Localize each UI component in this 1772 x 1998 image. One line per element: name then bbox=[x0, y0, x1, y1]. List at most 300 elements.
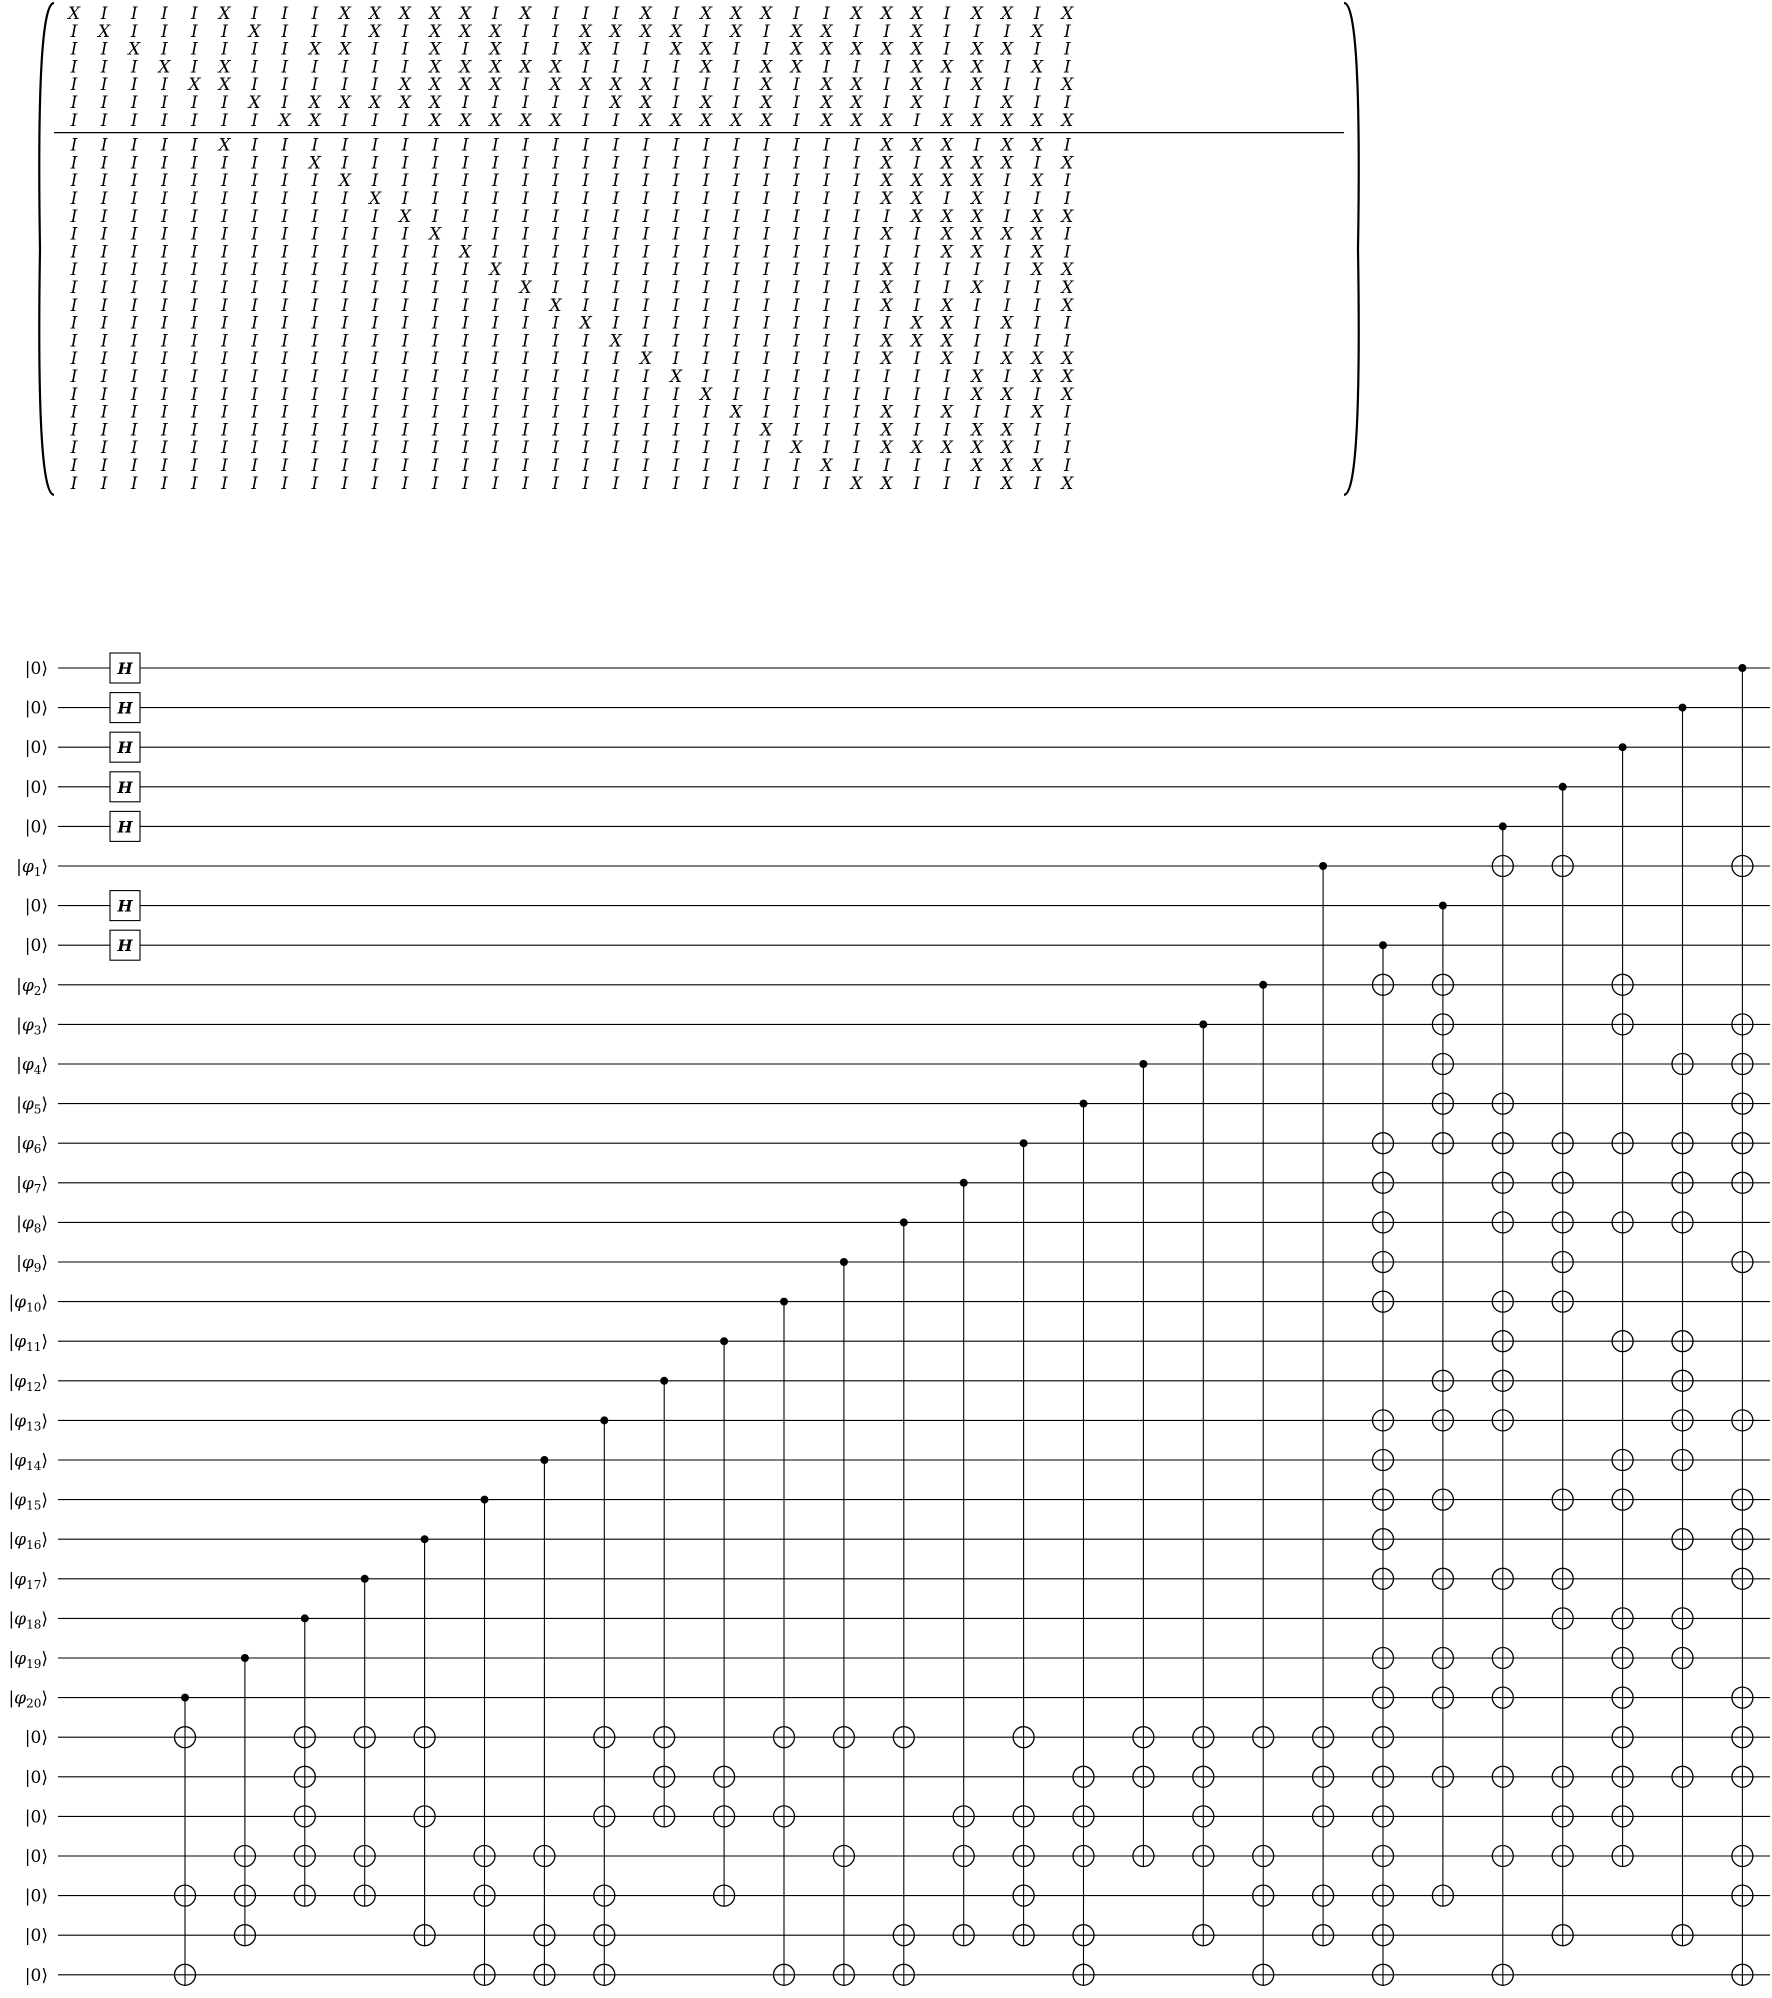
matrix-cell: X bbox=[880, 278, 893, 298]
matrix-cell: I bbox=[371, 110, 379, 131]
matrix-cell: I bbox=[612, 206, 620, 227]
matrix-cell: I bbox=[702, 473, 710, 494]
matrix-cell: I bbox=[612, 135, 620, 156]
matrix-cell: I bbox=[552, 313, 559, 334]
matrix-cell: I bbox=[853, 313, 860, 334]
cnot-control-dot bbox=[1679, 704, 1687, 712]
cnot-target bbox=[893, 1727, 914, 1748]
cnot-target bbox=[1133, 1846, 1154, 1867]
matrix-cell: I bbox=[612, 438, 620, 459]
matrix-cell: I bbox=[371, 206, 379, 227]
matrix-cell: I bbox=[823, 4, 830, 24]
cnot-control-dot bbox=[241, 1654, 249, 1662]
matrix-cell: I bbox=[221, 384, 228, 405]
matrix-cell: I bbox=[1063, 224, 1071, 245]
wire-ket-label: $|\varphi_{15}⟩$ bbox=[8, 1490, 48, 1513]
matrix-cell: X bbox=[910, 135, 923, 156]
matrix-cell: X bbox=[940, 171, 953, 192]
matrix-cell: I bbox=[582, 349, 590, 370]
cnot-target bbox=[294, 1885, 315, 1906]
cnot-target bbox=[1492, 856, 1513, 877]
matrix-cell: I bbox=[251, 349, 258, 370]
cnot-target bbox=[294, 1846, 315, 1867]
matrix-cell: I bbox=[552, 420, 559, 441]
matrix-cell: I bbox=[160, 21, 168, 42]
matrix-cell: I bbox=[371, 313, 379, 334]
matrix-cell: X bbox=[368, 21, 382, 42]
cnot-target bbox=[1133, 1727, 1154, 1748]
matrix-cell: I bbox=[913, 153, 921, 174]
cnot-target bbox=[1432, 1370, 1453, 1391]
matrix-cell: X bbox=[1061, 260, 1074, 281]
matrix-cell: I bbox=[793, 456, 800, 476]
matrix-cell: I bbox=[642, 278, 650, 298]
cnot-target bbox=[1492, 1212, 1513, 1233]
matrix-cell: X bbox=[1001, 384, 1014, 405]
matrix-cell: X bbox=[519, 57, 532, 78]
matrix-cell: I bbox=[311, 4, 319, 24]
cnot-target bbox=[534, 1964, 555, 1985]
matrix-cell: I bbox=[191, 206, 198, 227]
matrix-cell: I bbox=[341, 206, 349, 227]
cnot-target bbox=[1732, 1727, 1753, 1748]
matrix-cell: X bbox=[970, 438, 984, 459]
matrix-cell: I bbox=[191, 57, 198, 78]
matrix-cell: I bbox=[823, 224, 830, 245]
matrix-cell: I bbox=[762, 171, 770, 192]
matrix-cell: I bbox=[943, 420, 951, 441]
cnot-target bbox=[1013, 1846, 1034, 1867]
matrix-cell: I bbox=[221, 242, 228, 263]
wire-ket-label: $|\varphi_9⟩$ bbox=[16, 1253, 48, 1275]
matrix-cell: X bbox=[730, 110, 743, 131]
cnot-control-dot bbox=[1439, 902, 1447, 910]
matrix-cell: I bbox=[341, 224, 349, 245]
cnot-target bbox=[1373, 1806, 1394, 1827]
matrix-cell: I bbox=[461, 438, 469, 459]
matrix-cell: I bbox=[70, 189, 78, 209]
matrix-cell: I bbox=[492, 420, 499, 441]
matrix-cell: I bbox=[461, 473, 469, 494]
cnot-target bbox=[1373, 1529, 1394, 1550]
matrix-cell: I bbox=[160, 420, 168, 441]
matrix-cell: I bbox=[1063, 402, 1071, 423]
matrix-cell: I bbox=[672, 224, 680, 245]
matrix-cell: I bbox=[672, 402, 680, 423]
matrix-cell: I bbox=[160, 189, 168, 209]
cnot-target bbox=[1612, 1608, 1633, 1629]
matrix-cell: I bbox=[732, 473, 740, 494]
matrix-cell: X bbox=[970, 384, 984, 405]
matrix-cell: X bbox=[970, 456, 984, 476]
matrix-cell: I bbox=[522, 295, 529, 316]
matrix-cell: X bbox=[880, 295, 893, 316]
matrix-cell: I bbox=[431, 313, 439, 334]
matrix-cell: X bbox=[820, 456, 833, 476]
cnot-control-dot bbox=[1619, 743, 1627, 751]
matrix-cell: X bbox=[1031, 135, 1044, 156]
matrix-cell: X bbox=[790, 21, 803, 42]
matrix-cell: I bbox=[251, 456, 258, 476]
matrix-cell: I bbox=[823, 473, 830, 494]
matrix-cell: I bbox=[582, 153, 590, 174]
matrix-cell: I bbox=[793, 224, 800, 245]
matrix-cell: I bbox=[311, 295, 319, 316]
matrix-cell: I bbox=[973, 93, 981, 113]
matrix-cell: X bbox=[820, 75, 833, 96]
matrix-cell: I bbox=[732, 93, 740, 113]
matrix-cell: I bbox=[853, 153, 860, 174]
matrix-cell: X bbox=[1031, 171, 1044, 192]
cnot-target bbox=[234, 1846, 255, 1867]
matrix-cell: I bbox=[431, 295, 439, 316]
matrix-cell: I bbox=[612, 456, 620, 476]
matrix-cell: I bbox=[793, 4, 800, 24]
matrix-cell: I bbox=[100, 331, 108, 352]
matrix-cell: I bbox=[100, 456, 108, 476]
cnot-target bbox=[1552, 1806, 1573, 1827]
matrix-cell: I bbox=[70, 110, 78, 131]
matrix-cell: X bbox=[218, 4, 231, 24]
matrix-cell: I bbox=[130, 456, 138, 476]
matrix-cell: X bbox=[669, 21, 683, 42]
matrix-cell: I bbox=[762, 295, 770, 316]
matrix-cell: I bbox=[70, 135, 78, 156]
matrix-cell: I bbox=[943, 278, 951, 298]
matrix-cell: I bbox=[853, 331, 860, 352]
matrix-cell: I bbox=[341, 367, 349, 387]
matrix-cell: I bbox=[371, 295, 379, 316]
cnot-target bbox=[1552, 1766, 1573, 1787]
matrix-cell: I bbox=[160, 206, 168, 227]
matrix-cell: I bbox=[672, 189, 680, 209]
matrix-cell: I bbox=[883, 75, 891, 96]
matrix-cell: I bbox=[1033, 384, 1041, 405]
matrix-cell: I bbox=[522, 153, 529, 174]
matrix-cell: I bbox=[793, 295, 800, 316]
matrix-cell: I bbox=[1063, 331, 1071, 352]
cnot-target bbox=[1552, 1925, 1573, 1946]
cnot-target bbox=[1073, 1925, 1094, 1946]
matrix-cell: I bbox=[371, 153, 379, 174]
cnot-target bbox=[1373, 1252, 1394, 1273]
matrix-cell: I bbox=[281, 456, 289, 476]
matrix-cell: I bbox=[221, 438, 228, 459]
cnot-target bbox=[1373, 1885, 1394, 1906]
cnot-target bbox=[1732, 1014, 1753, 1035]
matrix-cell: I bbox=[702, 21, 710, 42]
matrix-cell: I bbox=[100, 189, 108, 209]
matrix-cell: I bbox=[191, 367, 198, 387]
matrix-cell: I bbox=[251, 171, 258, 192]
matrix-cell: I bbox=[100, 278, 108, 298]
matrix-cell: I bbox=[793, 171, 800, 192]
matrix-cell: I bbox=[1033, 420, 1041, 441]
matrix-cell: I bbox=[221, 224, 228, 245]
matrix-cell: I bbox=[160, 384, 168, 405]
matrix-cell: I bbox=[883, 313, 891, 334]
matrix-cell: X bbox=[940, 349, 953, 370]
matrix-cell: I bbox=[1033, 473, 1041, 494]
matrix-cell: I bbox=[1063, 189, 1071, 209]
matrix-cell: I bbox=[311, 367, 319, 387]
matrix-cell: I bbox=[793, 242, 800, 263]
matrix-cell: I bbox=[642, 473, 650, 494]
cnot-target bbox=[1552, 1846, 1573, 1867]
matrix-cell: I bbox=[582, 384, 590, 405]
matrix-cell: I bbox=[762, 224, 770, 245]
matrix-cell: I bbox=[371, 456, 379, 476]
matrix-cell: I bbox=[762, 438, 770, 459]
matrix-cell: I bbox=[70, 224, 78, 245]
matrix-cell: I bbox=[401, 402, 409, 423]
matrix-cell: I bbox=[130, 21, 138, 42]
matrix-cell: I bbox=[492, 206, 499, 227]
matrix-cell: I bbox=[973, 331, 981, 352]
matrix-cell: I bbox=[431, 278, 439, 298]
matrix-cell: X bbox=[639, 349, 652, 370]
cnot-target bbox=[1432, 1568, 1453, 1589]
matrix-cell: I bbox=[221, 21, 228, 42]
matrix-cell: X bbox=[850, 93, 863, 113]
cnot-target bbox=[1073, 1766, 1094, 1787]
matrix-cell: I bbox=[672, 75, 680, 96]
matrix-cell: X bbox=[1061, 75, 1074, 96]
matrix-cell: I bbox=[160, 39, 168, 60]
stabilizer-matrix bbox=[39, 3, 1358, 495]
matrix-cell: I bbox=[401, 135, 409, 156]
cnot-target bbox=[1373, 1410, 1394, 1431]
matrix-cell: X bbox=[609, 93, 622, 113]
matrix-cell: I bbox=[70, 473, 78, 494]
cnot-control-dot bbox=[1080, 1100, 1088, 1108]
matrix-cell: X bbox=[850, 110, 863, 131]
matrix-cell: X bbox=[1031, 402, 1044, 423]
matrix-cell: I bbox=[130, 384, 138, 405]
matrix-cell: X bbox=[218, 135, 231, 156]
matrix-cell: I bbox=[552, 367, 559, 387]
wire-ket-label: |0⟩ bbox=[24, 1886, 48, 1907]
matrix-cell: I bbox=[461, 189, 469, 209]
cnot-control-dot bbox=[1738, 664, 1746, 672]
matrix-cell: I bbox=[552, 402, 559, 423]
matrix-cell: I bbox=[70, 153, 78, 174]
hadamard-gate-label: H bbox=[117, 777, 133, 797]
cnot-target bbox=[1612, 1133, 1633, 1154]
matrix-cell: I bbox=[913, 242, 921, 263]
matrix-cell: X bbox=[970, 171, 984, 192]
matrix-cell: I bbox=[431, 473, 439, 494]
matrix-cell: I bbox=[552, 224, 559, 245]
matrix-cell: I bbox=[642, 224, 650, 245]
matrix-cell: I bbox=[251, 384, 258, 405]
cnot-target bbox=[714, 1885, 735, 1906]
matrix-cell: I bbox=[732, 135, 740, 156]
cnot-target bbox=[833, 1964, 854, 1985]
matrix-cell: X bbox=[459, 21, 472, 42]
matrix-cell: I bbox=[311, 224, 319, 245]
matrix-cell: I bbox=[401, 349, 409, 370]
matrix-cell: I bbox=[1063, 242, 1071, 263]
matrix-cell: I bbox=[281, 153, 289, 174]
matrix-cell: I bbox=[251, 420, 258, 441]
matrix-cell: I bbox=[160, 402, 168, 423]
matrix-cell: X bbox=[820, 110, 833, 131]
matrix-cell: I bbox=[853, 206, 860, 227]
matrix-cell: I bbox=[311, 438, 319, 459]
matrix-cell: X bbox=[820, 21, 833, 42]
matrix-cell: I bbox=[1003, 75, 1011, 96]
matrix-cell: I bbox=[492, 93, 499, 113]
matrix-cell: I bbox=[431, 260, 439, 281]
cnot-control-dot bbox=[600, 1416, 608, 1424]
matrix-cell: I bbox=[130, 313, 138, 334]
cnot-target bbox=[175, 1885, 196, 1906]
matrix-cell: I bbox=[281, 278, 289, 298]
matrix-cell: I bbox=[642, 57, 650, 78]
matrix-cell: I bbox=[642, 313, 650, 334]
cnot-target bbox=[594, 1885, 615, 1906]
matrix-cell: I bbox=[672, 242, 680, 263]
matrix-cell: I bbox=[492, 313, 499, 334]
matrix-cell: I bbox=[702, 295, 710, 316]
matrix-cell: I bbox=[732, 313, 740, 334]
cnot-target bbox=[594, 1727, 615, 1748]
matrix-cell: X bbox=[1001, 473, 1014, 494]
matrix-cell: I bbox=[431, 384, 439, 405]
wire-ket-label: $|\varphi_{17}⟩$ bbox=[8, 1569, 48, 1592]
wire-ket-label: |0⟩ bbox=[24, 1847, 48, 1867]
matrix-cell: I bbox=[883, 456, 891, 476]
matrix-cell: I bbox=[401, 313, 409, 334]
wire-ket-label: |0⟩ bbox=[24, 1926, 48, 1947]
matrix-cell: I bbox=[762, 331, 770, 352]
matrix-cell: I bbox=[1063, 420, 1071, 441]
wire-ket-label: $|\varphi_{20}⟩$ bbox=[8, 1688, 48, 1711]
matrix-cell: I bbox=[221, 153, 228, 174]
matrix-cell: I bbox=[70, 420, 78, 441]
matrix-cell: I bbox=[341, 75, 349, 96]
matrix-cell: I bbox=[431, 135, 439, 156]
matrix-cell: I bbox=[522, 171, 529, 192]
matrix-cell: X bbox=[67, 4, 81, 24]
matrix-cell: X bbox=[1001, 4, 1014, 24]
matrix-cell: X bbox=[429, 110, 442, 131]
matrix-cell: I bbox=[341, 189, 349, 209]
matrix-cell: I bbox=[1033, 39, 1041, 60]
matrix-cell: I bbox=[732, 349, 740, 370]
matrix-cell: X bbox=[278, 110, 291, 131]
cnot-target bbox=[1732, 1489, 1753, 1510]
matrix-cell: I bbox=[70, 93, 78, 113]
matrix-cell: I bbox=[371, 278, 379, 298]
cnot-target bbox=[1432, 1410, 1453, 1431]
matrix-cell: I bbox=[913, 224, 921, 245]
matrix-cell: I bbox=[612, 153, 620, 174]
matrix-cell: I bbox=[642, 438, 650, 459]
matrix-cell: X bbox=[850, 4, 863, 24]
matrix-cell: I bbox=[461, 39, 469, 60]
matrix-cell: X bbox=[1061, 367, 1074, 387]
matrix-cell: I bbox=[1003, 206, 1011, 227]
matrix-cell: I bbox=[311, 171, 319, 192]
matrix-cell: I bbox=[823, 242, 830, 263]
cnot-target bbox=[1492, 1964, 1513, 1985]
matrix-cell: I bbox=[281, 420, 289, 441]
matrix-cell: I bbox=[461, 331, 469, 352]
matrix-cell: I bbox=[552, 135, 559, 156]
cnot-target bbox=[1432, 1766, 1453, 1787]
matrix-cell: I bbox=[1033, 153, 1041, 174]
matrix-cell: I bbox=[191, 473, 198, 494]
matrix-cell: I bbox=[431, 189, 439, 209]
matrix-cell: X bbox=[1001, 456, 1014, 476]
matrix-cell: I bbox=[130, 153, 138, 174]
matrix-cell: I bbox=[130, 189, 138, 209]
matrix-cell: I bbox=[973, 349, 981, 370]
matrix-cell: I bbox=[492, 153, 499, 174]
cnot-target bbox=[1732, 1846, 1753, 1867]
matrix-cell: I bbox=[522, 206, 529, 227]
matrix-cell: I bbox=[191, 110, 198, 131]
matrix-cell: X bbox=[399, 93, 412, 113]
matrix-cell: I bbox=[672, 278, 680, 298]
matrix-cell: I bbox=[251, 367, 258, 387]
cnot-target bbox=[1672, 1410, 1693, 1431]
matrix-cell: I bbox=[552, 438, 559, 459]
matrix-cell: I bbox=[341, 57, 349, 78]
matrix-cell: X bbox=[850, 473, 863, 494]
matrix-cell: I bbox=[461, 295, 469, 316]
matrix-cell: I bbox=[401, 260, 409, 281]
cnot-target bbox=[1193, 1806, 1214, 1827]
matrix-cell: I bbox=[943, 384, 951, 405]
matrix-cell: I bbox=[281, 57, 289, 78]
matrix-cell: I bbox=[793, 313, 800, 334]
wire-ket-label: $|\varphi_3⟩$ bbox=[16, 1015, 48, 1038]
matrix-cell: I bbox=[251, 57, 258, 78]
matrix-cell: I bbox=[793, 75, 800, 96]
cnot-target bbox=[1313, 1925, 1334, 1946]
matrix-cell: I bbox=[100, 110, 108, 131]
cnot-target bbox=[1432, 1054, 1453, 1075]
matrix-cell: X bbox=[459, 4, 472, 24]
matrix-cell: I bbox=[913, 260, 921, 281]
matrix-cell: X bbox=[940, 313, 953, 334]
matrix-cell: I bbox=[461, 349, 469, 370]
matrix-cell: I bbox=[522, 367, 529, 387]
matrix-cell: I bbox=[191, 456, 198, 476]
matrix-cell: I bbox=[853, 295, 860, 316]
cnot-target bbox=[774, 1727, 795, 1748]
matrix-cell: I bbox=[221, 171, 228, 192]
matrix-cell: I bbox=[191, 93, 198, 113]
matrix-cell: X bbox=[970, 206, 984, 227]
matrix-cell: I bbox=[130, 93, 138, 113]
matrix-cell: X bbox=[579, 39, 592, 60]
wire-ket-label: |0⟩ bbox=[24, 1965, 48, 1986]
cnot-target bbox=[1612, 1014, 1633, 1035]
matrix-cell: I bbox=[823, 402, 830, 423]
matrix-cell: X bbox=[970, 224, 984, 245]
cnot-control-dot bbox=[720, 1337, 728, 1345]
cnot-target bbox=[1732, 1410, 1753, 1431]
matrix-cell: I bbox=[492, 171, 499, 192]
matrix-cell: I bbox=[732, 75, 740, 96]
matrix-cell: I bbox=[522, 75, 529, 96]
matrix-cell: I bbox=[823, 189, 830, 209]
matrix-cell: I bbox=[552, 384, 559, 405]
